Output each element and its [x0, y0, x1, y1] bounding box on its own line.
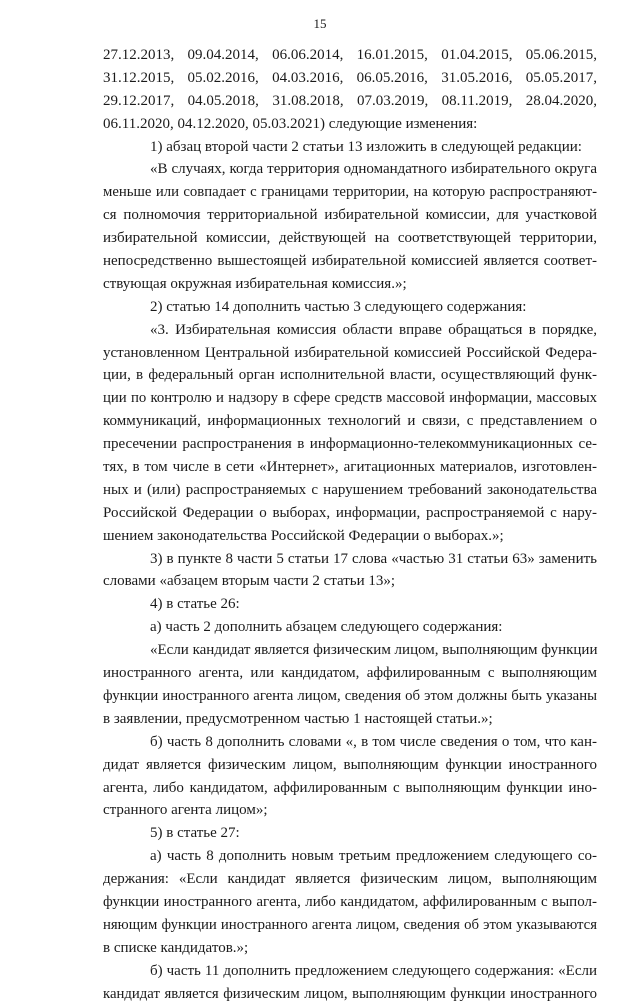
text-line: ных и (или) распространяемых с нарушением требований законодательства [103, 481, 597, 498]
text-line: установленном Центральной избирательной комиссией Российской Федера- [103, 344, 597, 361]
date: 29.12.2017, [103, 92, 175, 109]
date: 04.03.2016, [272, 69, 344, 86]
date: 05.06.2015, [525, 47, 597, 63]
date: 05.02.2016, [187, 69, 259, 86]
text-line: тях, в том числе в сети «Интернет», агитационных материалов, изготовлен- [103, 459, 597, 476]
date: 28.04.2020, [525, 92, 597, 109]
text-line: Российской Федерации о выборах, информации, распространяемой с нару- [103, 504, 597, 521]
date: 31.05.2016, [441, 69, 513, 86]
text-line: 06.11.2020, 04.12.2020, 05.03.2021) следующие изменения: [103, 115, 478, 132]
text-line: функции иностранного агента, либо кандидатом, аффилированным с выпол- [103, 893, 597, 910]
text-line: функции иностранного агента лицом, сведения об этом должны быть указаны [103, 687, 597, 704]
text-line: шением законодательства Российской Федерации о выборах.»; [103, 527, 504, 544]
text-line: меньше или совпадает с границами территории, на которую распространяют- [103, 184, 597, 201]
text-line: «В случаях, когда территория одномандатного избирательного округа [150, 161, 597, 178]
date-row [103, 67, 597, 90]
text-line: ствующая окружная избирательная комиссия.»; [103, 275, 407, 292]
text-line: 5) в статье 27: [150, 825, 240, 842]
date: 05.05.2017, [525, 69, 597, 86]
text-line: «3. Избирательная комиссия области вправе обращаться в порядке, [150, 321, 597, 338]
text-line: а) часть 8 дополнить новым третьим предложением следующего со- [150, 848, 597, 865]
text-line: ции, в федеральный орган исполнительной власти, осуществляющий функ- [103, 367, 597, 384]
text-line: кандидат является физическим лицом, выполняющим функции иностранного [103, 985, 597, 1002]
text-line: в заявлении, предусмотренном частью 1 настоящей статьи.»; [103, 710, 493, 727]
text-line: иностранного агента, или кандидатом, аффилированным с выполняющим [103, 665, 597, 682]
text-line: б) часть 11 дополнить предложением следующего содержания: «Если [150, 962, 597, 979]
text-line: 2) статью 14 дополнить частью 3 следующего содержания: [150, 298, 527, 315]
document-body [103, 44, 597, 1005]
text-line: 1) абзац второй части 2 статьи 13 изложить в следующей редакции: [150, 138, 582, 155]
date: 08.11.2019, [441, 92, 513, 109]
text-line: б) часть 8 дополнить словами «, в том числе сведения о том, что кан- [150, 733, 597, 750]
text-line: ции по контролю и надзору в сфере средств массовой информации, массовых [103, 390, 597, 407]
text-line: 3) в пункте 8 части 5 статьи 17 слова «частью 31 статьи 63» заменить [150, 550, 597, 567]
text-line: дидат является физическим лицом, выполняющим функции иностранного [103, 756, 597, 773]
text-line: агента, либо кандидатом, аффилированным с выполняющим функции ино- [103, 779, 597, 796]
date: 31.12.2015, [103, 69, 175, 86]
text-line: непосредственно вышестоящей избирательной комиссией является соответ- [103, 253, 597, 270]
text-line: пресечении распространения в информационно-телекоммуникационных се- [103, 436, 597, 453]
text-line: ся полномочия территориальной избирательной комиссии, для участковой [103, 207, 597, 224]
text-line: а) часть 2 дополнить абзацем следующего содержания: [150, 619, 503, 636]
text-line: избирательной комиссии, действующей на соответствующей территории, [103, 230, 597, 247]
date: 31.08.2018, [272, 92, 344, 109]
text-line: няющим функции иностранного агента лицом, сведения об этом указываются [103, 916, 597, 933]
date: 06.06.2014, [272, 47, 344, 63]
text-line: держания: «Если кандидат является физическим лицом, выполняющим [103, 871, 597, 888]
text-line: 4) в статье 26: [150, 596, 240, 613]
date-row [103, 90, 597, 113]
text-line: коммуникаций, информационных технологий и связи, с представлением о [103, 413, 597, 430]
date: 27.12.2013, [103, 47, 175, 63]
text-line: «Если кандидат является физическим лицом, выполняющим функции [150, 642, 598, 659]
date: 01.04.2015, [441, 47, 513, 63]
date: 04.05.2018, [187, 92, 259, 109]
date-row [103, 44, 597, 67]
text-line: в списке кандидатов.»; [103, 939, 249, 956]
date: 07.03.2019, [356, 92, 429, 109]
text-line: странного агента лицом»; [103, 802, 268, 819]
date: 09.04.2014, [187, 47, 259, 63]
date: 16.01.2015, [356, 47, 428, 63]
page-number: 15 [313, 16, 327, 31]
date: 06.05.2016, [356, 69, 428, 86]
text-line: словами «абзацем вторым части 2 статьи 13»; [103, 573, 396, 590]
